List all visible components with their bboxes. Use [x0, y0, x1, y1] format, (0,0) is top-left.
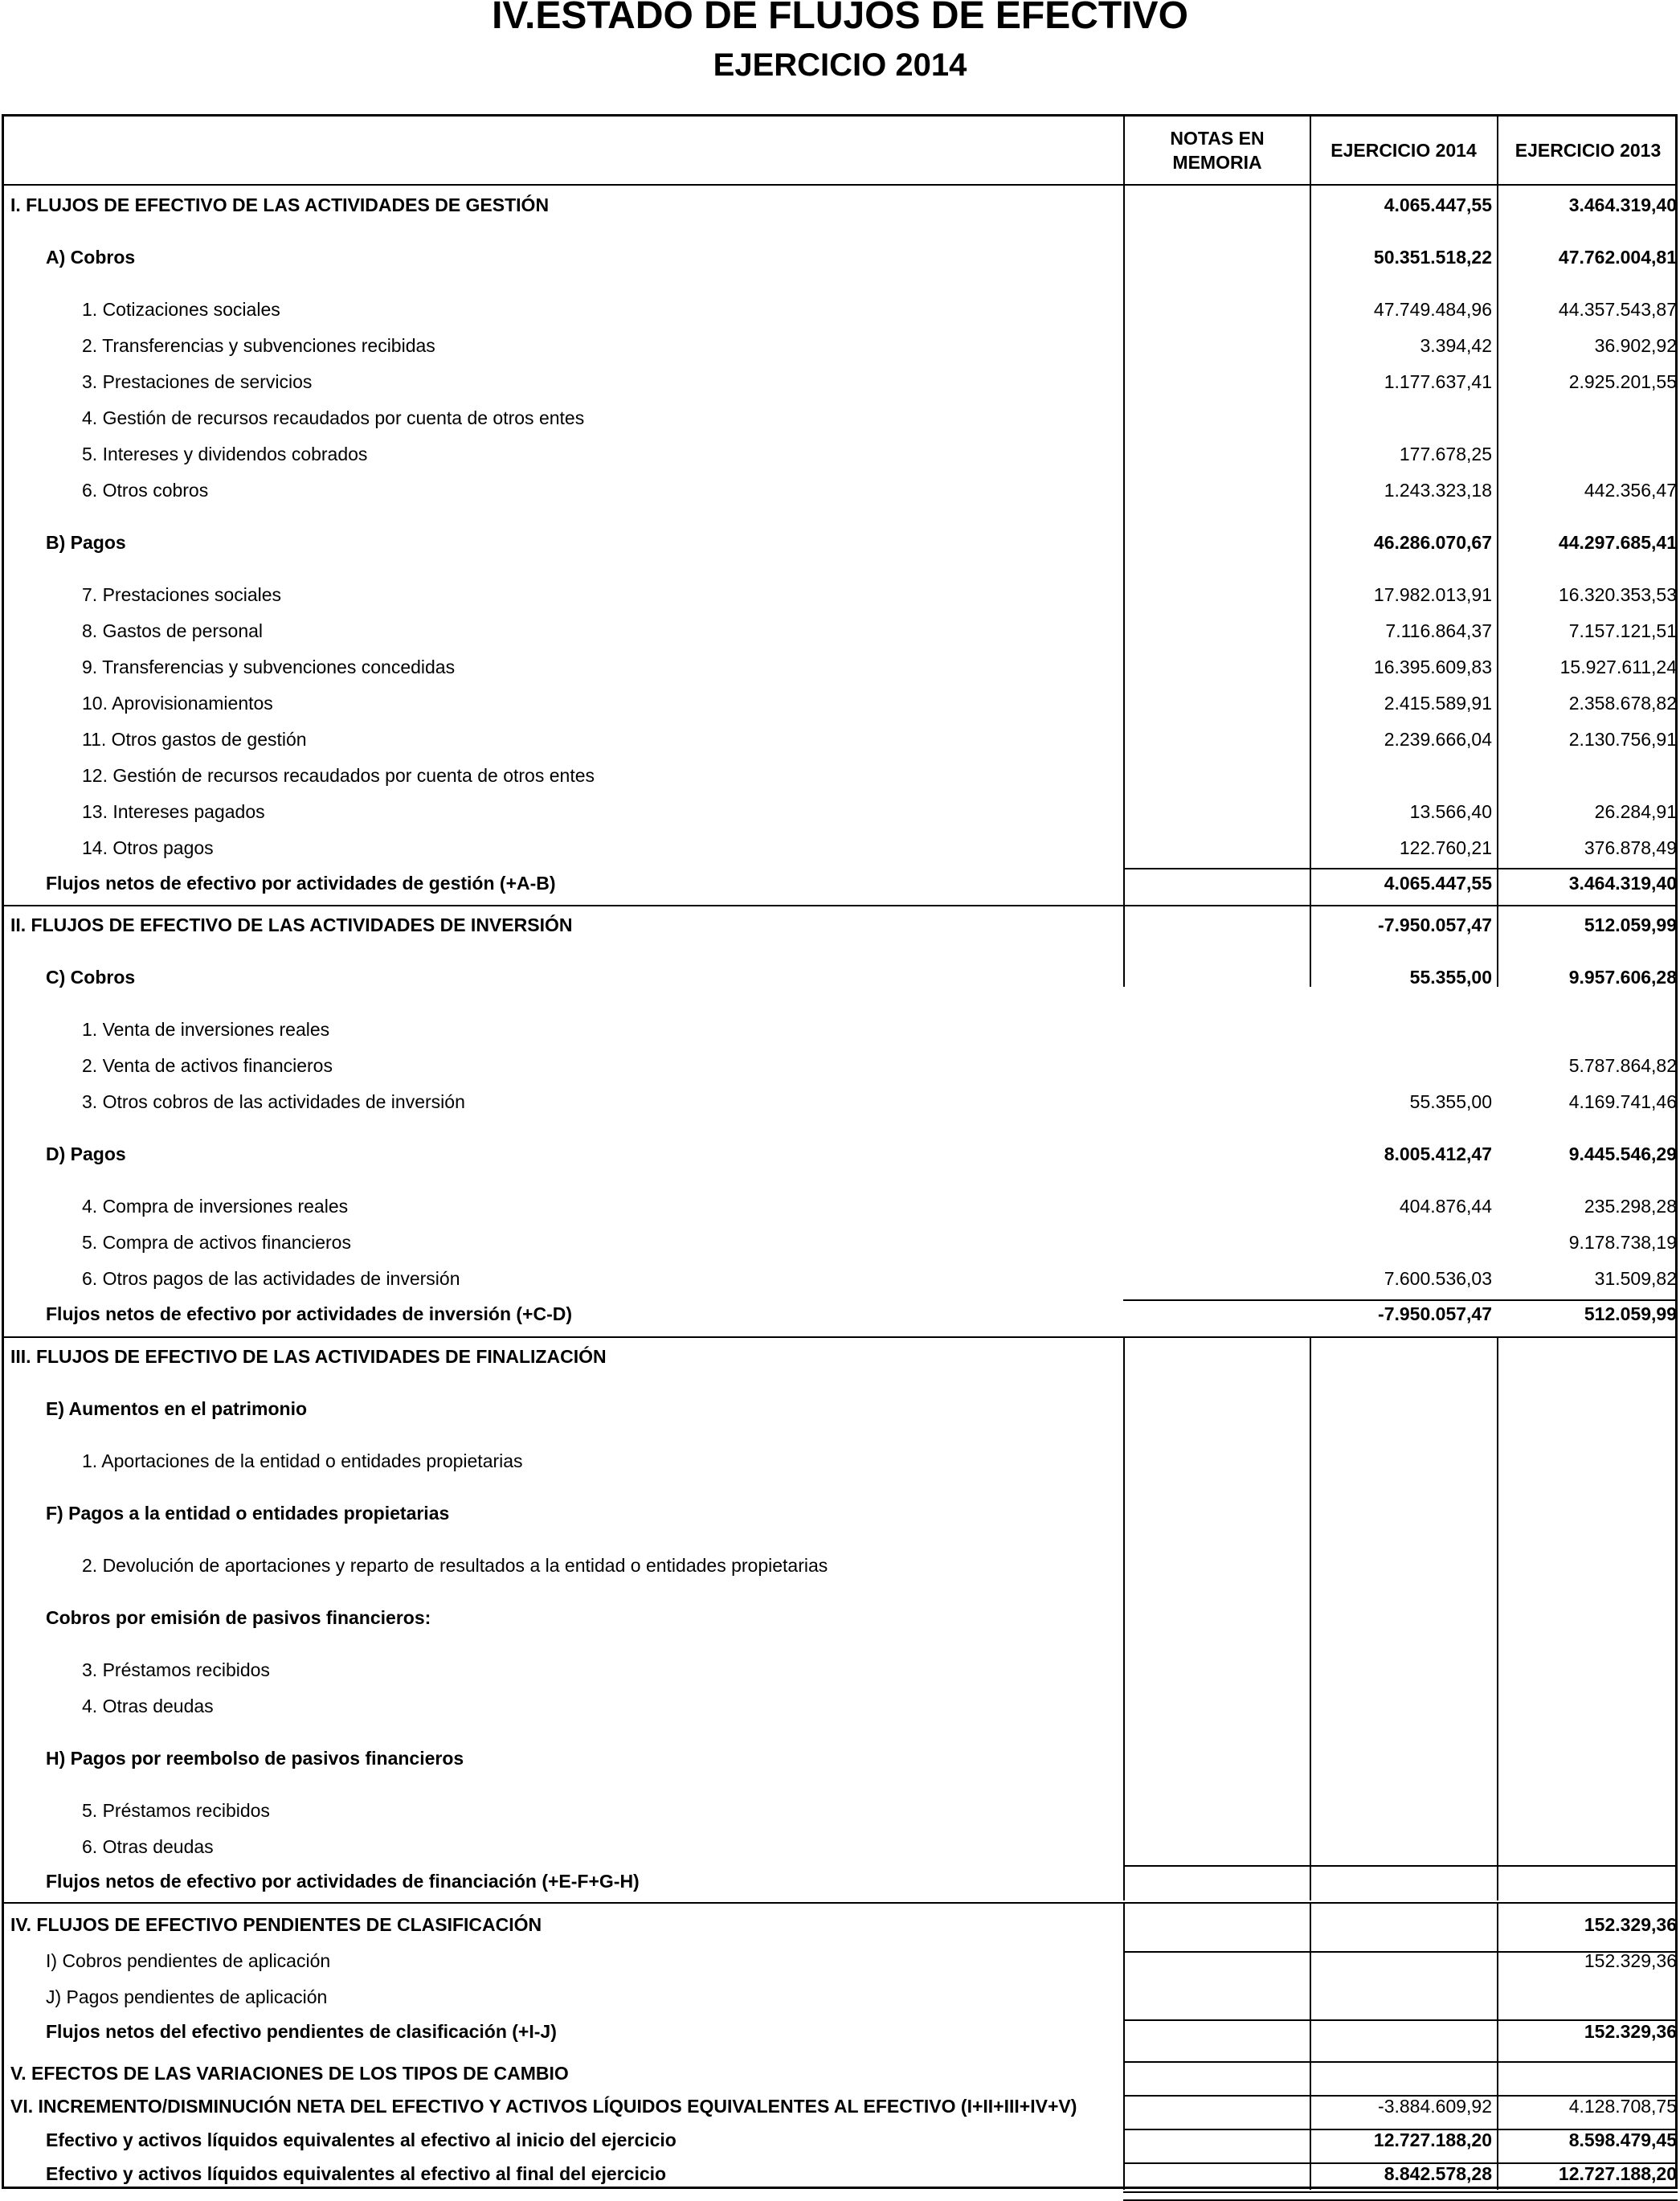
value-2013 — [1498, 400, 1677, 436]
row-label: 1. Venta de inversiones reales — [82, 1019, 330, 1040]
table-row — [4, 1188, 1675, 1224]
value-2014: 8.005.412,47 — [1384, 1143, 1492, 1164]
header-2014: EJERCICIO 2014 — [1331, 140, 1477, 161]
value-2013: 12.727.188,20 — [1558, 2163, 1677, 2184]
table-row — [4, 2014, 1675, 2049]
value-2014: 12.727.188,20 — [1373, 2129, 1492, 2150]
value-2013: 4.128.708,75 — [1568, 2096, 1677, 2117]
table-row — [4, 1979, 1675, 2015]
table-row — [4, 959, 1675, 995]
value-2014 — [1311, 1652, 1492, 1688]
value-2013 — [1498, 1741, 1677, 1776]
row-label: 4. Gestión de recursos recaudados por cuenta de otros entes — [82, 407, 585, 428]
value-2014: 55.355,00 — [1409, 967, 1492, 988]
page-subtitle: EJERCICIO 2014 — [713, 47, 967, 83]
row-label: 6. Otras deudas — [82, 1836, 214, 1857]
value-2013: 5.787.864,82 — [1568, 1055, 1677, 1076]
table-row — [4, 2122, 1675, 2158]
table-row — [4, 649, 1675, 685]
value-2014: 47.749.484,96 — [1373, 299, 1492, 320]
table-row — [4, 1048, 1675, 1083]
row-label: III. FLUJOS DE EFECTIVO DE LAS ACTIVIDADES DE FINALIZACIÓN — [10, 1346, 607, 1367]
table-row — [4, 1012, 1675, 1047]
page-title: IV.ESTADO DE FLUJOS DE EFECTIVO — [492, 0, 1188, 37]
table-row — [4, 1688, 1675, 1724]
row-label: D) Pagos — [46, 1143, 126, 1164]
table-row — [4, 292, 1675, 327]
value-2013 — [1498, 1548, 1677, 1583]
row-label: 4. Otras deudas — [82, 1696, 214, 1716]
value-2013 — [1498, 1652, 1677, 1688]
table-row — [4, 1443, 1675, 1479]
table-row — [4, 865, 1675, 901]
section-divider — [4, 905, 1678, 906]
table-row — [4, 1339, 1675, 1374]
value-2014: 404.876,44 — [1399, 1196, 1492, 1217]
row-label: 4. Compra de inversiones reales — [82, 1196, 349, 1217]
table-row — [4, 2088, 1675, 2124]
value-2014: 2.239.666,04 — [1384, 729, 1492, 750]
value-2014 — [1311, 758, 1492, 793]
value-2013: 3.464.319,40 — [1568, 873, 1677, 894]
value-2014 — [1311, 2014, 1492, 2049]
value-2014: 50.351.518,22 — [1373, 247, 1492, 268]
table-row — [4, 1225, 1675, 1260]
value-2013 — [1498, 436, 1677, 472]
value-2013: 512.059,99 — [1584, 914, 1677, 935]
row-label: E) Aumentos en el patrimonio — [46, 1398, 308, 1419]
table-row — [4, 1741, 1675, 1776]
table-row — [4, 722, 1675, 757]
table-row — [4, 685, 1675, 721]
row-label: II. FLUJOS DE EFECTIVO DE LAS ACTIVIDADES DE INVERSIÓN — [10, 914, 573, 935]
row-label: F) Pagos a la entidad o entidades propietarias — [46, 1503, 450, 1524]
table-row — [4, 794, 1675, 829]
table-row — [4, 830, 1675, 865]
table-row — [4, 328, 1675, 363]
table-row — [4, 1548, 1675, 1583]
value-2013: 9.957.606,28 — [1568, 967, 1677, 988]
row-label: H) Pagos por reembolso de pasivos financieros — [46, 1748, 464, 1769]
table-row — [4, 436, 1675, 472]
value-2013: 2.358.678,82 — [1568, 693, 1677, 714]
header-notas: NOTAS EN MEMORIA — [1170, 128, 1265, 173]
table-row — [4, 1793, 1675, 1828]
row-label: 9. Transferencias y subvenciones concedidas — [82, 657, 456, 677]
row-label: VI. INCREMENTO/DISMINUCIÓN NETA DEL EFECTIVO Y ACTIVOS LÍQUIDOS EQUIVALENTES AL EFECTIVO (I+II+III+IV+V) — [10, 2096, 1077, 2117]
table-row — [4, 1600, 1675, 1635]
value-2013 — [1498, 1688, 1677, 1724]
row-label: 5. Intereses y dividendos cobrados — [82, 444, 368, 464]
value-2014: 1.177.637,41 — [1384, 371, 1492, 392]
row-label: 11. Otros gastos de gestión — [82, 729, 307, 750]
value-2014: 13.566,40 — [1409, 801, 1492, 822]
value-2013: 7.157.121,51 — [1568, 620, 1677, 641]
value-2014 — [1311, 1863, 1492, 1899]
value-2013 — [1498, 1863, 1677, 1899]
value-2014: 46.286.070,67 — [1373, 532, 1492, 553]
value-2014: 7.600.536,03 — [1384, 1268, 1492, 1289]
value-2014 — [1311, 1339, 1492, 1374]
value-2014: 16.395.609,83 — [1373, 657, 1492, 677]
value-2014: 122.760,21 — [1399, 837, 1492, 858]
value-2014: 8.842.578,28 — [1384, 2163, 1492, 2184]
value-2013 — [1498, 1829, 1677, 1864]
row-label: 7. Prestaciones sociales — [82, 584, 282, 605]
value-2014: 55.355,00 — [1409, 1091, 1492, 1112]
value-2014 — [1311, 1688, 1492, 1724]
row-label: 2. Venta de activos financieros — [82, 1055, 333, 1076]
table-row — [4, 907, 1675, 943]
row-label: 2. Devolución de aportaciones y reparto de resultados a la entidad o entidades propietarias — [82, 1555, 828, 1576]
value-2014: 7.116.864,37 — [1385, 620, 1492, 641]
cash-flow-table — [2, 114, 1678, 2189]
row-label: I) Cobros pendientes de aplicación — [46, 1950, 331, 1971]
table-row — [4, 400, 1675, 436]
value-2014 — [1311, 2056, 1492, 2091]
table-row — [4, 2056, 1675, 2091]
value-2014 — [1311, 1943, 1492, 1978]
value-2014: 2.415.589,91 — [1384, 693, 1492, 714]
value-2013: 2.925.201,55 — [1568, 371, 1677, 392]
section-divider — [4, 1336, 1678, 1338]
value-2013: 376.878,49 — [1584, 837, 1677, 858]
table-row — [4, 1296, 1675, 1332]
table-row — [4, 758, 1675, 793]
row-label: Flujos netos de efectivo por actividades de gestión (+A-B) — [46, 873, 556, 894]
row-label: IV. FLUJOS DE EFECTIVO PENDIENTES DE CLASIFICACIÓN — [10, 1914, 542, 1935]
value-2013 — [1498, 1600, 1677, 1635]
row-label: Efectivo y activos líquidos equivalentes al efectivo al final del ejercicio — [46, 2163, 667, 2184]
row-label: A) Cobros — [46, 247, 136, 268]
value-2013: 36.902,92 — [1594, 335, 1677, 356]
value-2014 — [1311, 1225, 1492, 1260]
value-2013: 2.130.756,91 — [1568, 729, 1677, 750]
row-label: 1. Aportaciones de la entidad o entidades propietarias — [82, 1450, 523, 1471]
value-2014 — [1311, 1979, 1492, 2015]
row-label: 12. Gestión de recursos recaudados por cuenta de otros entes — [82, 765, 595, 786]
row-label: 6. Otros cobros — [82, 480, 209, 501]
value-2013 — [1498, 1495, 1677, 1531]
value-2013 — [1498, 758, 1677, 793]
table-row — [4, 1136, 1675, 1172]
row-label: 3. Prestaciones de servicios — [82, 371, 313, 392]
value-2014 — [1311, 1741, 1492, 1776]
row-label: Efectivo y activos líquidos equivalentes al efectivo al inicio del ejercicio — [46, 2129, 676, 2150]
value-2013 — [1498, 2056, 1677, 2091]
row-label: C) Cobros — [46, 967, 136, 988]
value-2013 — [1498, 1012, 1677, 1047]
row-label: 5. Préstamos recibidos — [82, 1800, 270, 1821]
table-row — [4, 2156, 1675, 2191]
row-label: 10. Aprovisionamientos — [82, 693, 273, 714]
row-label: 14. Otros pagos — [82, 837, 214, 858]
value-2013: 3.464.319,40 — [1568, 194, 1677, 215]
total-border-bottom — [1123, 2191, 1678, 2193]
table-row — [4, 1863, 1675, 1899]
table-row — [4, 364, 1675, 399]
value-2013: 47.762.004,81 — [1558, 247, 1677, 268]
row-label: 8. Gastos de personal — [82, 620, 264, 641]
value-2014: 3.394,42 — [1420, 335, 1492, 356]
header-2013: EJERCICIO 2013 — [1514, 140, 1662, 161]
row-label: 5. Compra de activos financieros — [82, 1232, 351, 1253]
value-2014: -7.950.057,47 — [1378, 1303, 1492, 1324]
section-divider — [4, 1902, 1678, 1904]
value-2014 — [1311, 1907, 1492, 1942]
row-label: 13. Intereses pagados — [82, 801, 265, 822]
value-2013: 44.297.685,41 — [1558, 532, 1677, 553]
table-row — [4, 187, 1675, 223]
table-row — [4, 473, 1675, 508]
row-label: Flujos netos de efectivo por actividades de financiación (+E-F+G-H) — [46, 1871, 640, 1892]
table-row — [4, 1084, 1675, 1119]
row-label: 6. Otros pagos de las actividades de inversión — [82, 1268, 460, 1289]
value-2014 — [1311, 1012, 1492, 1047]
value-2013: 8.598.479,45 — [1568, 2129, 1677, 2150]
header-divider — [4, 184, 1678, 186]
value-2014: -7.950.057,47 — [1378, 914, 1492, 935]
value-2014 — [1311, 400, 1492, 436]
value-2014 — [1311, 1443, 1492, 1479]
row-label: 3. Otros cobros de las actividades de inversión — [82, 1091, 465, 1112]
value-2014: 1.243.323,18 — [1384, 480, 1492, 501]
row-label: 1. Cotizaciones sociales — [82, 299, 280, 320]
value-2014: 4.065.447,55 — [1384, 873, 1492, 894]
row-label: J) Pagos pendientes de aplicación — [46, 1986, 328, 2007]
value-2014: -3.884.609,92 — [1378, 2096, 1492, 2117]
value-2014: 4.065.447,55 — [1384, 194, 1492, 215]
row-label: 2. Transferencias y subvenciones recibidas — [82, 335, 435, 356]
value-2014 — [1311, 1548, 1492, 1583]
table-row — [4, 1907, 1675, 1942]
row-label: I. FLUJOS DE EFECTIVO DE LAS ACTIVIDADES DE GESTIÓN — [10, 194, 550, 215]
row-label: Cobros por emisión de pasivos financieros: — [46, 1607, 431, 1628]
value-2014 — [1311, 1391, 1492, 1426]
table-row — [4, 1652, 1675, 1688]
table-row — [4, 1943, 1675, 1978]
table-row — [4, 1829, 1675, 1864]
value-2014 — [1311, 1793, 1492, 1828]
value-2013: 9.178.738,19 — [1568, 1232, 1677, 1253]
value-2013: 16.320.353,53 — [1558, 584, 1677, 605]
value-2013 — [1498, 1979, 1677, 2015]
value-2013: 15.927.611,24 — [1559, 657, 1677, 677]
value-2013 — [1498, 1391, 1677, 1426]
value-2014: 17.982.013,91 — [1373, 584, 1492, 605]
row-label: B) Pagos — [46, 532, 126, 553]
value-2013: 442.356,47 — [1584, 480, 1677, 501]
value-2013: 31.509,82 — [1594, 1268, 1677, 1289]
value-2013: 152.329,36 — [1584, 1950, 1677, 1971]
table-row — [4, 525, 1675, 560]
table-row — [4, 613, 1675, 648]
value-2014 — [1311, 1829, 1492, 1864]
value-2013: 4.169.741,46 — [1568, 1091, 1677, 1112]
value-2014 — [1311, 1048, 1492, 1083]
value-2013: 152.329,36 — [1584, 2021, 1677, 2042]
value-2013: 235.298,28 — [1584, 1196, 1677, 1217]
table-row — [4, 239, 1675, 275]
table-row — [4, 1261, 1675, 1296]
table-row — [4, 1391, 1675, 1426]
row-label: 3. Préstamos recibidos — [82, 1659, 270, 1680]
value-2013: 44.357.543,87 — [1558, 299, 1677, 320]
value-2014 — [1311, 1600, 1492, 1635]
row-label: Flujos netos de efectivo por actividades de inversión (+C-D) — [46, 1303, 573, 1324]
value-2013: 152.329,36 — [1584, 1914, 1677, 1935]
table-row — [4, 1495, 1675, 1531]
value-2013 — [1498, 1443, 1677, 1479]
row-label: V. EFECTOS DE LAS VARIACIONES DE LOS TIPOS DE CAMBIO — [10, 2063, 569, 2084]
value-2014: 177.678,25 — [1399, 444, 1492, 464]
value-2013: 9.445.546,29 — [1568, 1143, 1677, 1164]
table-row — [4, 577, 1675, 612]
value-2013: 26.284,91 — [1594, 801, 1677, 822]
value-2013 — [1498, 1339, 1677, 1374]
value-2013: 512.059,99 — [1584, 1303, 1677, 1324]
row-label: Flujos netos del efectivo pendientes de clasificación (+I-J) — [46, 2021, 557, 2042]
value-2013 — [1498, 1793, 1677, 1828]
value-2014 — [1311, 1495, 1492, 1531]
